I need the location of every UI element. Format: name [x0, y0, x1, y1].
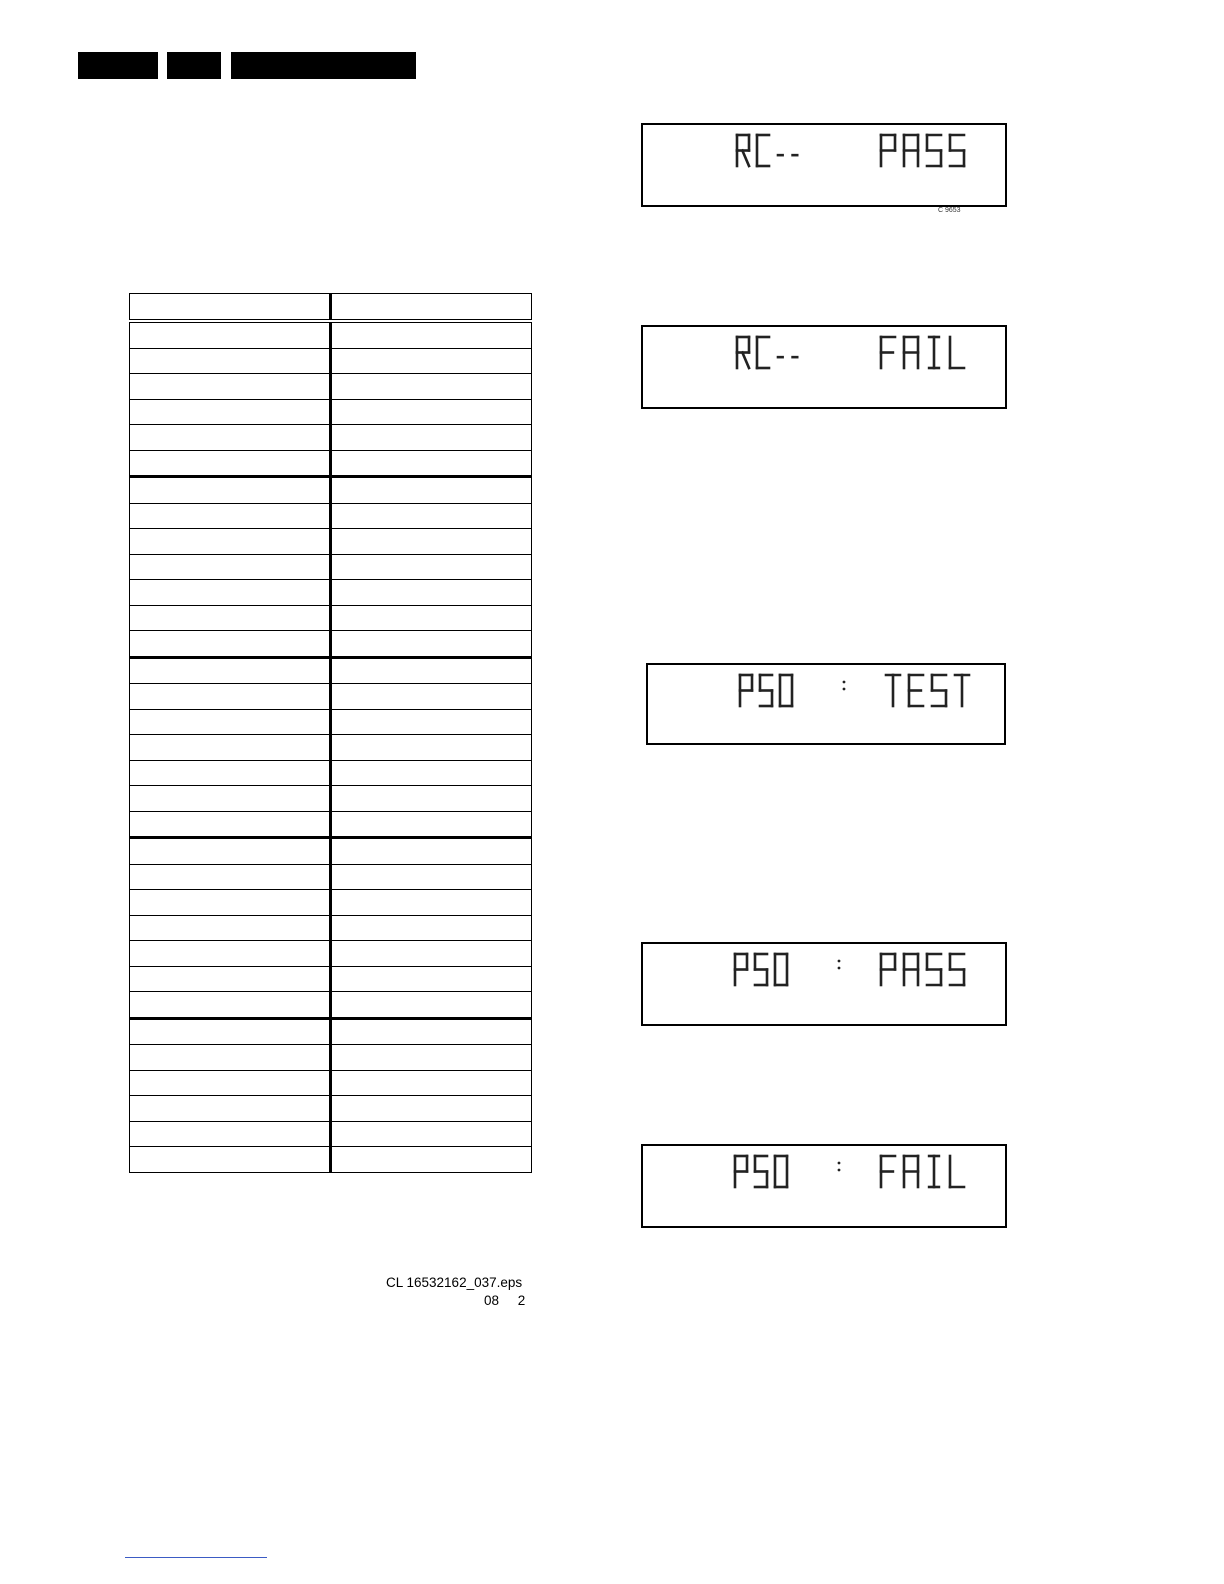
- lcd-right-text: [886, 675, 969, 706]
- table-row: [130, 684, 532, 710]
- lcd-left-text: [737, 135, 797, 166]
- empty-table: [129, 293, 532, 1173]
- table-cell: [130, 294, 331, 322]
- table-cell: [331, 503, 532, 529]
- table-row: [130, 786, 532, 812]
- lcd-left-text: [737, 337, 797, 368]
- table-cell: [130, 864, 331, 890]
- table-cell: [331, 580, 532, 606]
- table-cell: [331, 1121, 532, 1147]
- table-row: [130, 374, 532, 400]
- table-cell: [331, 1096, 532, 1122]
- table-cell: [130, 684, 331, 710]
- lcd-display-pso-pass: [641, 942, 1007, 1026]
- lcd-display-rc-pass: [641, 123, 1007, 207]
- table-cell: [331, 1147, 532, 1173]
- table-cell: [331, 321, 532, 348]
- table-cell: [130, 1045, 331, 1071]
- table-row: [130, 657, 532, 684]
- table-cell: [130, 786, 331, 812]
- lcd-right-text: [881, 1156, 964, 1187]
- table-row: [130, 709, 532, 735]
- lcd-colon-dot: [838, 967, 841, 970]
- lcd-colon-dot: [838, 960, 841, 963]
- table-cell: [130, 760, 331, 786]
- table-row: [130, 890, 532, 916]
- table-cell: [130, 450, 331, 477]
- table-row: [130, 1121, 532, 1147]
- header-block-3: [231, 52, 416, 79]
- table-cell: [331, 554, 532, 580]
- table-cell: [130, 992, 331, 1019]
- table-cell: [331, 915, 532, 941]
- table-row: [130, 864, 532, 890]
- table-row: [130, 760, 532, 786]
- table-row: [130, 399, 532, 425]
- table-row: [130, 838, 532, 865]
- table-cell: [331, 941, 532, 967]
- lcd-segment-text: [643, 125, 1005, 205]
- table-row: [130, 1045, 532, 1071]
- lcd-left-text: [735, 1156, 787, 1187]
- table-cell: [331, 631, 532, 658]
- table-cell: [130, 811, 331, 838]
- table-cell: [331, 838, 532, 865]
- table-cell: [130, 838, 331, 865]
- table-cell: [331, 760, 532, 786]
- lcd-right-text: [881, 135, 964, 166]
- table-row: [130, 966, 532, 992]
- table-row: [130, 529, 532, 555]
- table-row: [130, 450, 532, 477]
- table-cell: [331, 709, 532, 735]
- table-cell: [130, 348, 331, 374]
- table-cell: [130, 503, 331, 529]
- table-row: [130, 425, 532, 451]
- table-cell: [130, 605, 331, 631]
- table-cell: [130, 1096, 331, 1122]
- table-cell: [331, 294, 532, 322]
- table-cell: [331, 735, 532, 761]
- lcd-left-text: [735, 954, 787, 985]
- table-row: [130, 992, 532, 1019]
- table-row: [130, 554, 532, 580]
- lcd-segment-text: [643, 327, 1005, 407]
- table-cell: [331, 864, 532, 890]
- table-cell: [130, 1018, 331, 1045]
- table-cell: [130, 915, 331, 941]
- table-header-row: [130, 294, 532, 322]
- lcd-display-rc-fail: [641, 325, 1007, 409]
- table-cell: [331, 1045, 532, 1071]
- table-cell: [331, 890, 532, 916]
- table-row: [130, 348, 532, 374]
- table-cell: [331, 529, 532, 555]
- table-cell: [130, 374, 331, 400]
- table-cell: [331, 992, 532, 1019]
- table-row: [130, 735, 532, 761]
- table-cell: [130, 399, 331, 425]
- table-row: [130, 1070, 532, 1096]
- lcd-colon-dot: [838, 1169, 841, 1172]
- table-row: [130, 477, 532, 504]
- table-cell: [130, 631, 331, 658]
- table-cell: [331, 684, 532, 710]
- lcd-right-text: [881, 337, 964, 368]
- table-row: [130, 1018, 532, 1045]
- table-cell: [130, 580, 331, 606]
- table-row: [130, 1147, 532, 1173]
- table-cell: [130, 709, 331, 735]
- table-row: [130, 1096, 532, 1122]
- display-code-label: C 9653: [938, 207, 961, 214]
- table-row: [130, 915, 532, 941]
- table-cell: [130, 529, 331, 555]
- table-cell: [331, 399, 532, 425]
- table-row: [130, 503, 532, 529]
- lcd-segment-text: [643, 1146, 1005, 1226]
- table-cell: [130, 941, 331, 967]
- table-cell: [130, 657, 331, 684]
- table-cell: [331, 966, 532, 992]
- table-cell: [331, 811, 532, 838]
- lcd-left-text: [740, 675, 792, 706]
- table-row: [130, 631, 532, 658]
- table-cell: [331, 657, 532, 684]
- table-cell: [130, 890, 331, 916]
- lcd-colon-dot: [843, 681, 846, 684]
- header-block-2: [167, 52, 221, 79]
- table-row: [130, 941, 532, 967]
- table-cell: [331, 348, 532, 374]
- table-cell: [331, 425, 532, 451]
- table-cell: [331, 1070, 532, 1096]
- table-cell: [130, 554, 331, 580]
- lcd-right-text: [881, 954, 964, 985]
- table-cell: [331, 450, 532, 477]
- lcd-segment-text: [643, 944, 1005, 1024]
- table-cell: [130, 425, 331, 451]
- table-cell: [130, 321, 331, 348]
- table-cell: [331, 374, 532, 400]
- figure-date-caption: 08 2: [484, 1293, 526, 1308]
- table-cell: [331, 1018, 532, 1045]
- table-cell: [130, 966, 331, 992]
- table-cell: [130, 1070, 331, 1096]
- table-cell: [331, 605, 532, 631]
- table-cell: [130, 735, 331, 761]
- table-cell: [331, 786, 532, 812]
- table-cell: [130, 1147, 331, 1173]
- lcd-display-pso-test: [646, 663, 1006, 745]
- lcd-segment-text: [648, 665, 1004, 743]
- table-row: [130, 580, 532, 606]
- table-row: [130, 605, 532, 631]
- footer-link-underline: [125, 1557, 267, 1558]
- lcd-colon-dot: [838, 1162, 841, 1165]
- figure-file-caption: CL 16532162_037.eps: [386, 1275, 523, 1290]
- table-cell: [130, 477, 331, 504]
- table-row: [130, 321, 532, 348]
- table-cell: [130, 1121, 331, 1147]
- table-row: [130, 811, 532, 838]
- header-block-1: [78, 52, 158, 79]
- lcd-colon-dot: [843, 688, 846, 691]
- table-cell: [331, 477, 532, 504]
- lcd-display-pso-fail: [641, 1144, 1007, 1228]
